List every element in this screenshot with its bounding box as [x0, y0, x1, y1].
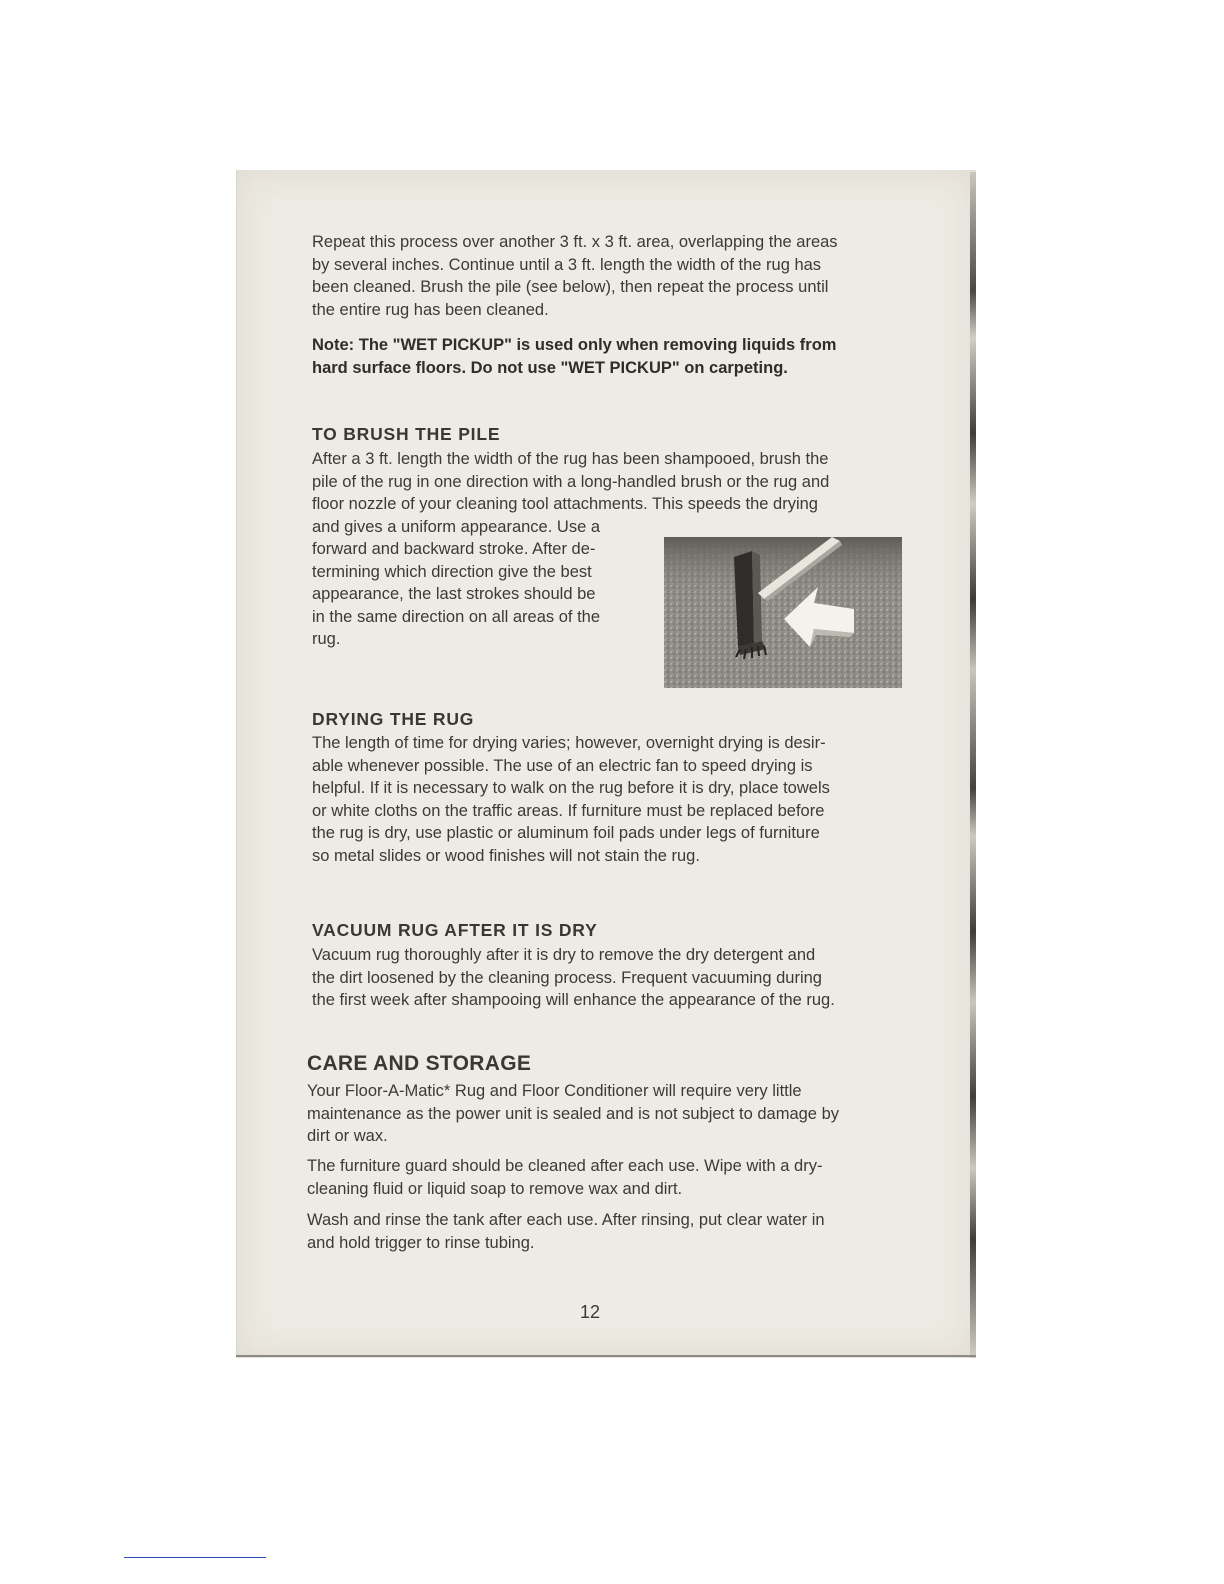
vacuum-line: the first week after shampooing will enhance the appearance of the rug.: [312, 991, 835, 1009]
page-bottom-edge: [236, 1355, 976, 1357]
brush-line: floor nozzle of your cleaning tool attachments. This speeds the drying: [312, 495, 818, 513]
brush-heading: TO BRUSH THE PILE: [312, 424, 501, 444]
brush-line: appearance, the last strokes should be: [312, 585, 596, 603]
drying-line: the rug is dry, use plastic or aluminum foil pads under legs of furniture: [312, 824, 820, 842]
brush-line: forward and backward stroke. After de-: [312, 540, 596, 558]
drying-line: able whenever possible. The use of an electric fan to speed drying is: [312, 756, 813, 775]
note-paragraph: [312, 334, 912, 379]
brush-photo-svg: [664, 537, 902, 688]
care-line: and hold trigger to rinse tubing.: [307, 1233, 535, 1252]
drying-line: so metal slides or wood finishes will not stain the rug.: [312, 846, 700, 865]
drying-line: helpful. If it is necessary to walk on the rug before it is dry, place towels: [312, 779, 830, 797]
brush-photo: [664, 537, 902, 688]
note-line: hard surface floors. Do not use "WET PICKUP" on carpeting.: [312, 358, 788, 377]
drying-line: The length of time for drying varies; however, overnight drying is desir-: [312, 734, 826, 752]
brush-line: and gives a uniform appearance. Use a: [312, 517, 601, 536]
page-left-edge: [236, 172, 237, 1356]
brush-line: pile of the rug in one direction with a long-handled brush or the rug and: [312, 472, 830, 491]
drying-line: or white cloths on the traffic areas. If furniture must be replaced before: [312, 801, 825, 820]
intro-line: by several inches. Continue until a 3 ft. length the width of the rug has: [312, 255, 822, 274]
intro-line: Repeat this process over another 3 ft. x 3 ft. area, overlapping the areas: [312, 233, 838, 251]
care-paragraph-1: [307, 1080, 907, 1148]
footnote-rule: [124, 1557, 266, 1558]
page-right-edge: [970, 172, 976, 1358]
care-line: cleaning fluid or liquid soap to remove wax and dirt.: [307, 1179, 683, 1198]
vacuum-heading: VACUUM RUG AFTER IT IS DRY: [312, 920, 598, 940]
brush-line: After a 3 ft. length the width of the rug has been shampooed, brush the: [312, 450, 829, 468]
care-line: Your Floor-A-Matic* Rug and Floor Conditioner will require very little: [307, 1082, 802, 1100]
note-line: Note: The "WET PICKUP" is used only when removing liquids from: [312, 336, 837, 354]
brush-line: rug.: [312, 630, 341, 648]
care-line: maintenance as the power unit is sealed and is not subject to damage by: [307, 1104, 839, 1123]
care-line: Wash and rinse the tank after each use. After rinsing, put clear water in: [307, 1211, 825, 1229]
vacuum-line: Vacuum rug thoroughly after it is dry to remove the dry detergent and: [312, 946, 816, 964]
care-paragraph-2: [307, 1155, 907, 1200]
page-number: 12: [579, 1302, 601, 1322]
intro-paragraph: [312, 231, 912, 321]
care-line: The furniture guard should be cleaned after each use. Wipe with a dry-: [307, 1157, 823, 1175]
drying-heading: DRYING THE RUG: [312, 709, 475, 729]
brush-line: termining which direction give the best: [312, 562, 592, 581]
drying-paragraph: [312, 732, 912, 867]
brush-line: in the same direction on all areas of the: [312, 607, 601, 626]
intro-line: the entire rug has been cleaned.: [312, 300, 549, 319]
care-heading: CARE AND STORAGE: [307, 1052, 532, 1075]
care-line: dirt or wax.: [307, 1127, 388, 1145]
vacuum-paragraph: [312, 944, 912, 1012]
vacuum-line: the dirt loosened by the cleaning process. Frequent vacuuming during: [312, 968, 822, 987]
intro-line: been cleaned. Brush the pile (see below), then repeat the process until: [312, 278, 829, 296]
care-paragraph-3: [307, 1209, 907, 1254]
